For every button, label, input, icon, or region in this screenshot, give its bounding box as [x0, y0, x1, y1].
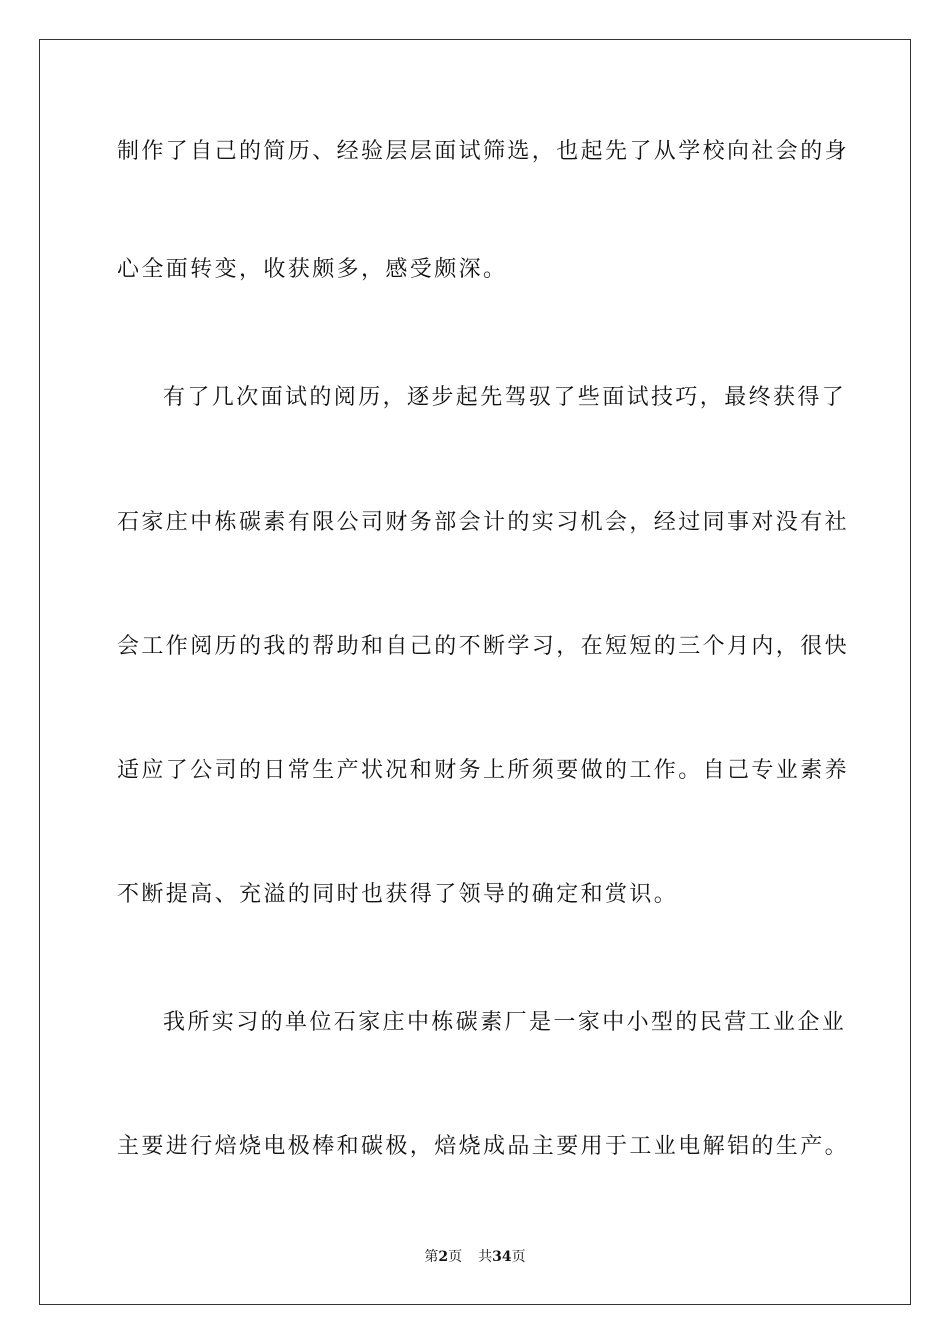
- text-line: 会工作阅历的我的帮助和自己的不断学习，在短短的三个月内，很快: [117, 634, 850, 659]
- text-line: 石家庄中栋碳素有限公司财务部会计的实习机会，经过同事对没有社: [117, 510, 850, 535]
- text-line: 主要进行焙烧电极棒和碳极，焙烧成品主要用于工业电解铝的生产。: [117, 1134, 850, 1159]
- text-line: 不断提高、充溢的同时也获得了领导的确定和赏识。: [117, 882, 679, 907]
- text-line: 心全面转变，收获颇多，感受颇深。: [117, 257, 508, 282]
- text-line: 适应了公司的日常生产状况和财务上所须要做的工作。自己专业素养: [117, 758, 850, 783]
- text-line: 制作了自己的简历、经验层层面试筛选，也起先了从学校向社会的身: [117, 139, 850, 164]
- page-number: 2: [438, 1249, 449, 1265]
- page-footer: [0, 1247, 950, 1267]
- total-pages: 34: [492, 1249, 512, 1265]
- total-prefix: 共: [478, 1249, 493, 1265]
- page-suffix: 页: [448, 1249, 463, 1265]
- paragraph-start-line: 有了几次面试的阅历，逐步起先驾驭了些面试技巧，最终获得了: [163, 385, 847, 410]
- total-suffix: 页: [511, 1249, 526, 1265]
- page-border: [39, 39, 911, 1305]
- paragraph-start-line: 我所实习的单位石家庄中栋碳素厂是一家中小型的民营工业企业: [163, 1010, 847, 1035]
- page-prefix: 第: [424, 1249, 439, 1265]
